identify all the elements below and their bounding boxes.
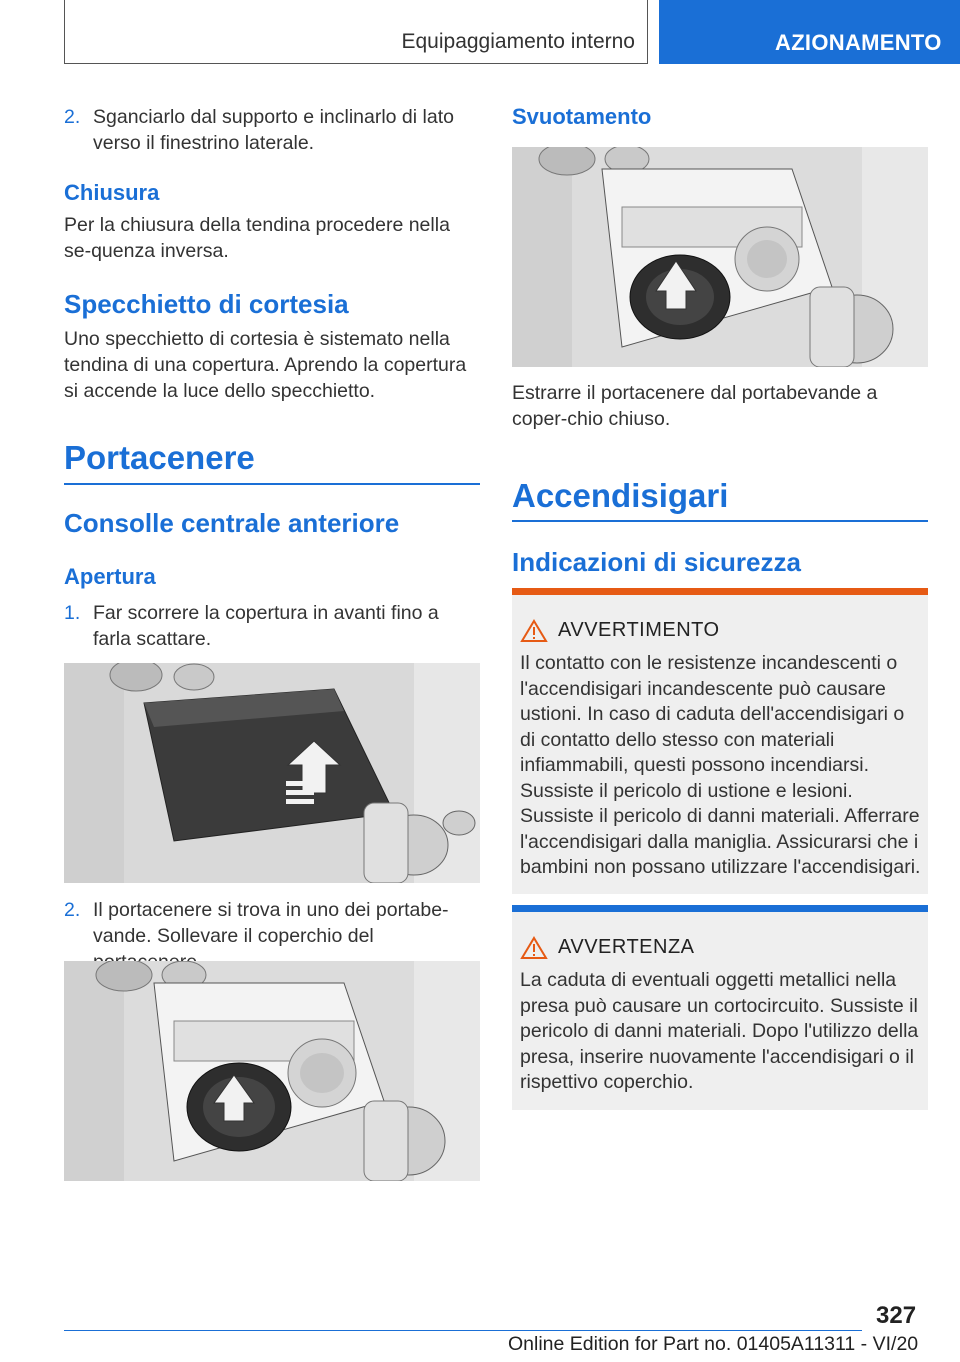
footer-rule	[64, 1330, 862, 1331]
warning-triangle-icon	[520, 619, 548, 643]
step-1-slide-cover	[64, 600, 480, 652]
step-2-ashtray-location	[64, 897, 480, 949]
step-text: Il portacenere si trova in uno dei portabe-vande. Sollevare il coperchio del	[93, 899, 449, 947]
page-number: 327	[876, 1302, 917, 1329]
step-2-detach	[64, 104, 480, 156]
heading-sicurezza: Indicazioni di sicurezza	[512, 547, 801, 577]
warning-box	[512, 588, 928, 894]
header-section-title: Equipaggiamento interno	[401, 30, 635, 53]
header-chapter-title: AZIONAMENTO	[775, 30, 942, 55]
heading-rule	[512, 520, 928, 522]
heading-portacenere: Portacenere	[64, 439, 255, 476]
step-text: Far scorrere la copertura in avanti fino a farla scattare.	[93, 602, 439, 650]
header-section-box	[64, 0, 648, 64]
step-number: 2.	[64, 899, 81, 921]
warning-text: Il contatto con le resistenze incandescenti o l'accendisigari incandescente può causare ustioni. In caso di caduta dell'accendisigari o di contatto dello stesso con materiali infiammabili, questi possono incendiarsi. Sussiste il pericolo di ustione e lesioni. Sussiste il pericolo di danni materiali. Afferrare l'accendisigari dalla maniglia. Assicurarsi che i bambini non possano utilizzare l'accendisigari.	[520, 652, 921, 878]
heading-consolle: Consolle centrale anteriore	[64, 508, 400, 538]
heading-chiusura: Chiusura	[64, 180, 160, 205]
header-chapter-tab	[659, 0, 960, 64]
heading-specchietto: Specchietto di cortesia	[64, 289, 349, 319]
footer-edition: Online Edition for Part no. 01405A11311 - VI/20	[508, 1333, 919, 1355]
step-text: Sganciarlo dal supporto e inclinarlo di lato verso il finestrino laterale.	[93, 106, 454, 154]
paragraph-specchietto: Uno specchietto di cortesia è sistemato nella tendina di una copertura. Aprendo la copertura si accende la luce dello specchietto.	[64, 328, 467, 402]
notice-box	[512, 905, 928, 1110]
heading-rule	[64, 483, 480, 485]
warning-label: AVVERTIMENTO	[558, 619, 720, 641]
warning-triangle-icon	[520, 936, 548, 960]
step-number: 1.	[64, 602, 81, 624]
illustration-console-cover	[64, 663, 480, 883]
illustration-ashtray-lift	[64, 961, 480, 1181]
notice-label: AVVERTENZA	[558, 936, 695, 958]
notice-text: La caduta di eventuali oggetti metallici nella presa può causare un cortocircuito. Sussiste il pericolo di danni materiali. Dopo l'utilizzo della presa, inserire nuovamente l'accendisigari o il rispettivo coperchio.	[520, 969, 919, 1093]
paragraph-chiusura: Per la chiusura della tendina procedere nella se-quenza inversa.	[64, 214, 450, 262]
paragraph-svuotamento: Estrarre il portacenere dal portabevande a coper-chio chiuso.	[512, 382, 878, 430]
step-number: 2.	[64, 106, 81, 128]
heading-apertura: Apertura	[64, 564, 156, 589]
illustration-ashtray-remove	[512, 147, 928, 367]
heading-accendisigari: Accendisigari	[512, 477, 729, 514]
heading-svuotamento: Svuotamento	[512, 104, 652, 129]
